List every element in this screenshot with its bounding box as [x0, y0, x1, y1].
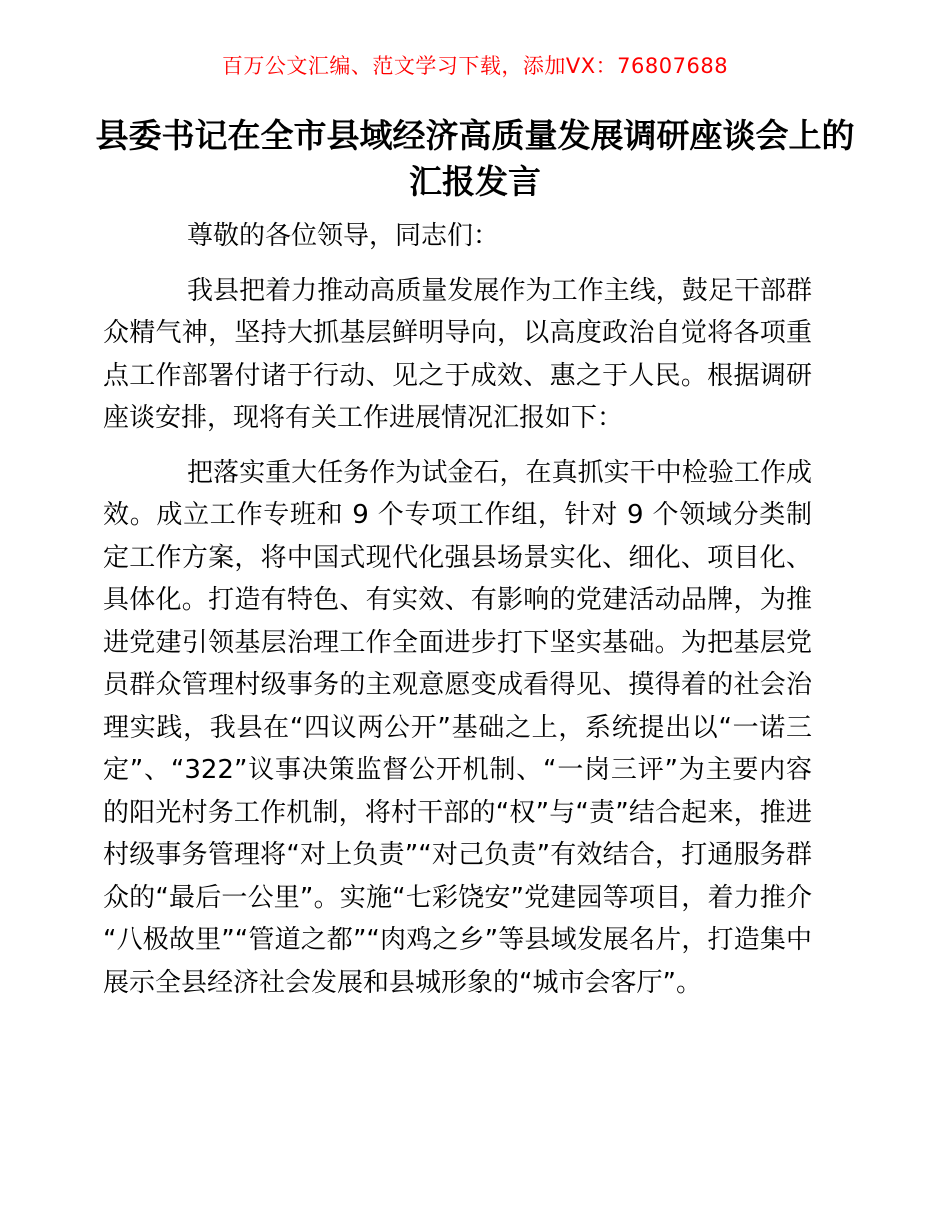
document-title: 县委书记在全市县域经济高质量发展调研座谈会上的汇报发言 — [95, 116, 855, 201]
paragraph-intro: 我县把着力推动高质量发展作为工作主线，鼓足干部群众精气神，坚持大抓基层鲜明导向，以高度政治自觉将各项重点工作部署付诸于行动、见之于成效、惠之于人民。根据调研座谈安排，现将有关工作进展情况汇报如下： — [103, 275, 812, 433]
promo-notice-banner: 百万公文汇编、范文学习下载，添加VX：76807688 — [221, 54, 729, 78]
paragraph-report-body: 把落实重大任务作为试金石，在真抓实干中检验工作成效。成立工作专班和 9 个专项工作组，针对 9 个领域分类制定工作方案，将中国式现代化强县场景实化、细化、项目化、具体化。打造有特色、有实效、有影响的党建活动品牌，为推进党建引领基层治理工作全面进步打下坚实基础。为把基层党员群众管理村级事务的主观意愿变成看得见、摸得着的社会治理实践，我县在“四议两公开”基础之上，系统提出以“一诺三定”、“322”议事决策监督公开机制、“一岗三评”为主要内容的阳光村务工作机制，将村干部的“权”与“责”结合起来，推进村级事务管理将“对上负责”“对己负责”有效结合，打通服务群众的“最后一公里”。实施“七彩饶安”党建园等项目，着力推介“八极故里”“管道之都”“肉鸡之乡”等县域发展名片，打造集中展示全县经济社会发展和县城形象的“城市会客厅”。 — [103, 457, 812, 998]
paragraph-salutation: 尊敬的各位领导，同志们： — [187, 221, 500, 251]
document-body — [103, 215, 812, 1004]
